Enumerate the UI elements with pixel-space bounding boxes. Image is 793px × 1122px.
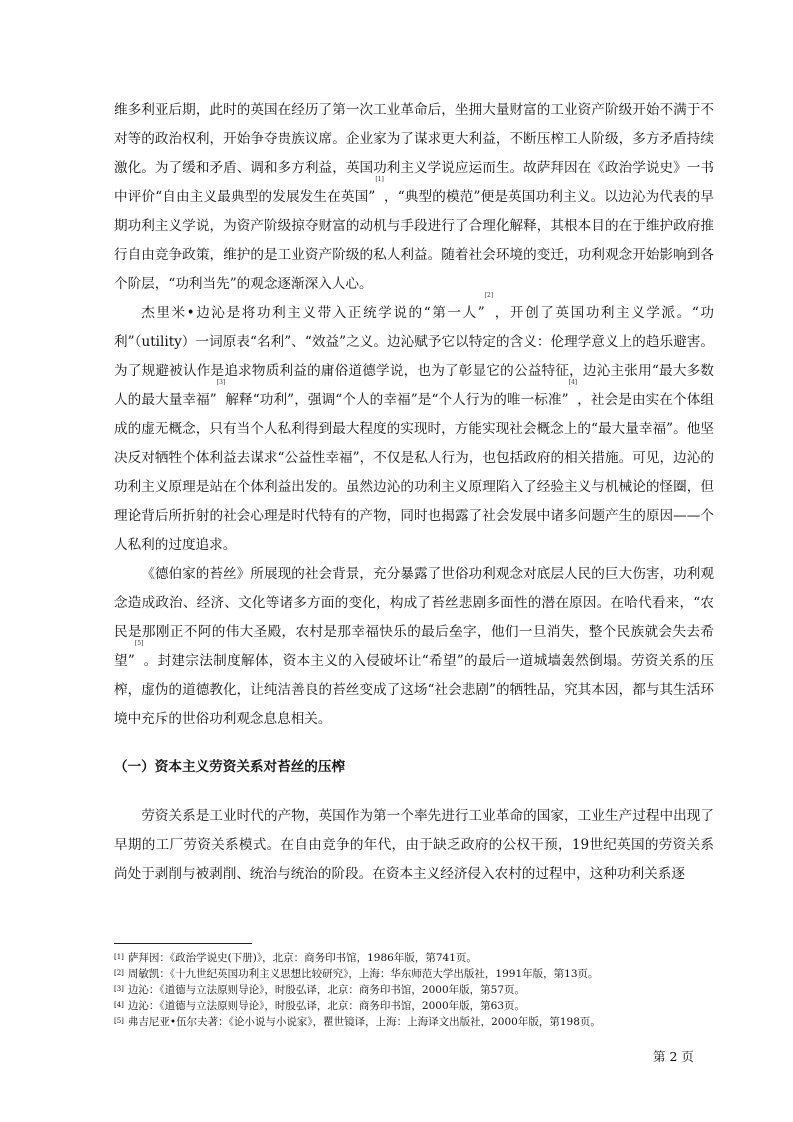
section-heading: （一）资本主义劳资关系对苔丝的压榨	[114, 759, 346, 775]
paragraph	[114, 292, 715, 560]
footnote	[114, 966, 714, 982]
footnote-text: 边沁：《道德与立法原则导论》，时殷弘译，北京：商务印书馆，2000年版，第63页。	[127, 1000, 526, 1012]
paragraph	[114, 96, 714, 299]
citation-marker: [4]	[568, 379, 578, 386]
text-run: ，“典型的模范”便是英国功利主义。以边沁为代表的早期功利主义学说，为资产阶级掠夺财富的动机与手段进行了合理化解释，其根本目的在于维护政府推行自由竞争政策，维护的是工业资产阶级的私人利益。随着社会环境的变迁，功利观念开始影响到各个阶层，“功利当先”的观念逐渐深入人心。	[114, 189, 714, 292]
footnote-separator	[114, 943, 252, 944]
text-run: 维多利亚后期，此时的英国在经历了第一次工业革命后，坐拥大量财富的工业资产阶级开始不满于不对等的政治权利，开始争夺贵族议席。企业家为了谋求更大利益，不断压榨工人阶级，多方矛盾持续激化。为了缓和矛盾、调和多方利益，英国功利主义学说应运而生。故萨拜因在《政治学说史》一书中评价“自由主义最典型的发展发生在英国”	[114, 102, 714, 205]
footnote	[114, 982, 714, 998]
text-run: 。封建宗法制度解体，资本主义的入侵破坏让“希望”的最后一道城墙轰然倒塌。劳资关系的压榨，虚伪的道德教化，让纯洁善良的苔丝变成了这场“社会悲剧”的牺牲品，究其本因，都与其生活环境中充斥的世俗功利观念息息相关。	[114, 653, 714, 727]
body-text	[114, 96, 714, 889]
citation-marker: [2]	[484, 292, 494, 299]
footnote-text: 周敏凯：《十九世纪英国功利主义思想比较研究》，上海：华东师范大学出版社，1991年版，第13页。	[127, 968, 599, 980]
footnotes	[114, 950, 714, 1030]
text-run: 解释“功利”，强调“个人的幸福”是“个人行为的唯一标准”	[225, 392, 569, 408]
text-run: 杰里米•边沁是将功利主义带入正统学说的“第一人”	[141, 305, 485, 321]
citation-marker: [5]	[134, 640, 144, 647]
text-run: 劳资关系是工业时代的产物，英国作为第一个率先进行工业革命的国家，工业生产过程中出现了早期的工厂劳资关系模式。在自由竞争的年代，由于缺乏政府的公权干预，19世纪英国的劳资关系尚处于剥削与被剥削、统治与统治的阶段。在资本主义经济侵入农村的过程中，这种功利关系逐	[114, 808, 714, 882]
footnote-text: 弗吉尼亚•伍尔夫著：《论小说与小说家》，瞿世镜译，上海：上海译文出版社，2000年版，第198页。	[127, 1016, 601, 1028]
text-run: ，开创了英国功利主义学派。“功利”（utility）一词原表“名利”、“效益”之义。边沁赋予它以特定的含义：伦理学意义上的趋乐避害。为了规避被认作是追求物质利益的庸俗道德学说，也为了彰显它的公益特征，边沁主张用“最大多数人的最大量幸福”	[114, 305, 714, 408]
footnote-mark: [4]	[114, 1001, 124, 1009]
text-run: ，社会是由实在个体组成的虚无概念，只有当个人私利得到最大程度的实现时，方能实现社会概念上的“最大量幸福”。他坚决反对牺牲个体利益去谋求“公益性幸福”，不仅是私人行为，也包括政府的相关措施。可见，边沁的功利主义原理是站在个体利益出发的。虽然边沁的功利主义原理陷入了经验主义与机械论的怪圈，但理论背后所折射的社会心理是时代特有的产物，同时也揭露了社会发展中诸多问题产生的原因——个人私利的过度追求。	[114, 392, 715, 553]
footnote-mark: [1]	[114, 953, 124, 961]
paragraph	[114, 560, 714, 734]
footnote-text: 边沁：《道德与立法原则导论》，时殷弘译，北京：商务印书馆，2000年版，第57页。	[127, 984, 526, 996]
footnote	[114, 950, 714, 966]
citation-marker: [3]	[216, 379, 226, 386]
page-number: 第 2 页	[653, 1049, 694, 1064]
footnote-mark: [3]	[114, 985, 124, 993]
footnote-mark: [2]	[114, 969, 124, 977]
footnote-text: 萨拜因：《政治学说史(下册)》，北京：商务印书馆，1986年版，第741页。	[127, 952, 477, 964]
text-run: 《德伯家的苔丝》所展现的社会背景，充分暴露了世俗功利观念对底层人民的巨大伤害，功利观念造成政治、经济、文化等诸多方面的变化，构成了苔丝悲剧多面性的潜在原因。在哈代看来，“农民是那刚正不阿的伟大圣殿，农村是那幸福快乐的最后垒字，他们一旦消失，整个民族就会失去希望”	[114, 566, 714, 669]
citation-marker: [1]	[375, 176, 384, 183]
paragraph	[114, 802, 714, 889]
footnote	[114, 998, 714, 1014]
footnote	[114, 1014, 714, 1030]
footnote-mark: [5]	[114, 1017, 124, 1025]
